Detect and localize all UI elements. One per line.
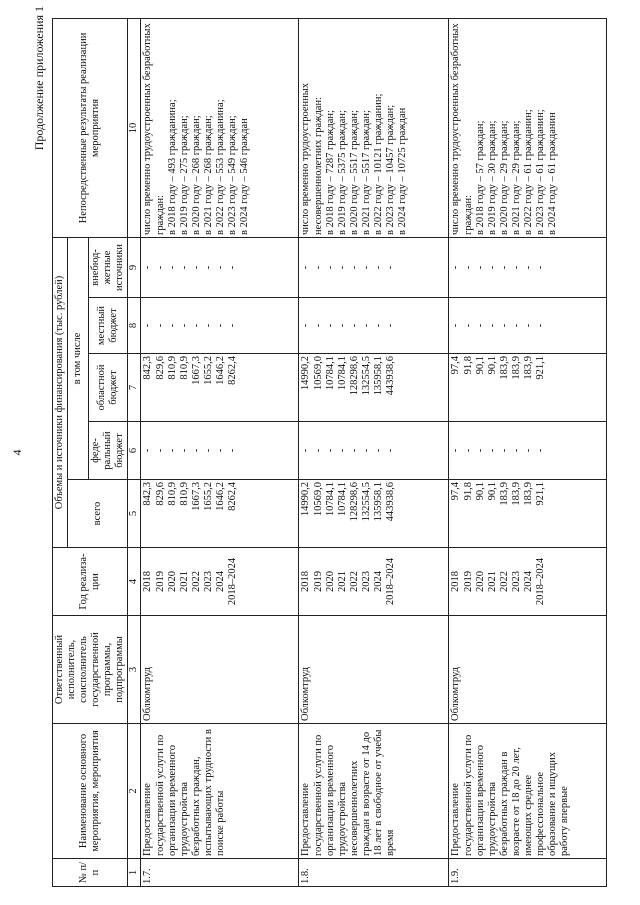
result-line: в 2024 году – 10725 граждан bbox=[396, 107, 408, 235]
result-line: число временно трудоустроенных несовершеннолетних граждан: bbox=[300, 82, 324, 235]
col-index: 10 bbox=[128, 18, 141, 237]
row-number: 1.8. bbox=[299, 859, 449, 887]
col-index: 7 bbox=[128, 354, 141, 422]
header-results: Непосредственные результаты реализации мероприятия bbox=[53, 18, 128, 237]
result-line: число временно трудоустроенных безработных граждан: bbox=[450, 23, 474, 235]
total-amount: 842,3 829,6 810,9 810,9 1667,3 1655,2 1646,2 8262,4 bbox=[141, 480, 299, 548]
result-line: в 2020 году – 268 граждан; bbox=[190, 115, 202, 235]
result-line: в 2024 году – 546 граждан bbox=[238, 118, 250, 235]
col-index: 4 bbox=[128, 548, 141, 616]
column-index-row bbox=[128, 18, 141, 886]
extrabudget-amount: - - - - - - - - bbox=[299, 237, 449, 297]
header-including: в том числе bbox=[68, 237, 89, 479]
table-row bbox=[141, 18, 299, 886]
result-line: в 2024 году – 61 гражданин bbox=[546, 112, 558, 235]
col-index: 6 bbox=[128, 422, 141, 480]
results bbox=[141, 18, 299, 237]
result-line: в 2019 году – 275 граждан; bbox=[178, 115, 190, 235]
header-regional: областной бюджет bbox=[89, 354, 128, 422]
regional-amount: 14990,2 10569,0 10784,1 10784,1 128298,6 132554,5 135958,1 443938,6 bbox=[299, 354, 449, 422]
measure-name: Предоставление государственной услуги по организации временного трудоустройства несовершеннолетних граждан в возрасте от 14 до 18 лет в свободное от учебы время bbox=[299, 724, 449, 859]
result-line: в 2019 году – 30 граждан; bbox=[486, 120, 498, 235]
header-total: всего bbox=[68, 480, 128, 548]
federal-amount: - - - - - - - - bbox=[299, 422, 449, 480]
executor: Облкомтруд bbox=[141, 616, 299, 724]
result-line: в 2022 году – 553 гражданина; bbox=[214, 99, 226, 235]
result-line: в 2020 году – 5517 граждан; bbox=[348, 110, 360, 235]
continuation-label: Продолжение приложения 1 bbox=[32, 6, 46, 151]
result-line: в 2021 году – 29 граждан; bbox=[510, 120, 522, 235]
extrabudget-amount: - - - - - - - - bbox=[449, 237, 607, 297]
col-index: 8 bbox=[128, 298, 141, 354]
total-amount: 14990,2 10569,0 10784,1 10784,1 128298,6 132554,5 135958,1 443938,6 bbox=[299, 480, 449, 548]
results bbox=[299, 18, 449, 237]
result-line: в 2018 году – 7287 граждан; bbox=[324, 110, 336, 235]
results bbox=[449, 18, 607, 237]
years: 2018 2019 2020 2021 2022 2023 2024 2018–2024 bbox=[299, 548, 449, 616]
page-number: 4 bbox=[10, 449, 24, 456]
financing-table bbox=[52, 18, 607, 887]
regional-amount: 97,4 91,8 90,1 90,1 183,9 183,9 183,9 921,1 bbox=[449, 354, 607, 422]
header-federal: феде-ральный бюджет bbox=[89, 422, 128, 480]
result-line: число временно трудоустроенных безработных граждан: bbox=[142, 23, 166, 235]
header-year: Год реализа-ции bbox=[53, 548, 128, 616]
regional-amount: 842,3 829,6 810,9 810,9 1667,3 1655,2 1646,2 8262,4 bbox=[141, 354, 299, 422]
executor: Облкомтруд bbox=[449, 616, 607, 724]
result-line: в 2018 году – 57 граждан; bbox=[474, 120, 486, 235]
header-executor: Ответственный исполнитель, соисполнитель государственной программы, подпрограммы bbox=[53, 616, 128, 724]
col-index: 9 bbox=[128, 237, 141, 297]
result-line: в 2020 году – 29 граждан; bbox=[498, 120, 510, 235]
header-num: № п/п bbox=[53, 859, 128, 887]
federal-amount: - - - - - - - - bbox=[449, 422, 607, 480]
header-extrabudget: внебюд-жетные источники bbox=[89, 237, 128, 297]
local-amount: - - - - - - - - bbox=[449, 298, 607, 354]
extrabudget-amount: - - - - - - - - bbox=[141, 237, 299, 297]
total-amount: 97,4 91,8 90,1 90,1 183,9 183,9 183,9 921,1 bbox=[449, 480, 607, 548]
result-line: в 2022 году – 61 гражданин; bbox=[522, 109, 534, 235]
header-financing: Объемы и источники финансирования (тыс. рублей) bbox=[53, 237, 68, 547]
local-amount: - - - - - - - - bbox=[299, 298, 449, 354]
years: 2018 2019 2020 2021 2022 2023 2024 2018–2024 bbox=[449, 548, 607, 616]
executor: Облкомтруд bbox=[299, 616, 449, 724]
federal-amount: - - - - - - - - bbox=[141, 422, 299, 480]
measure-name: Предоставление государственной услуги по организации временного трудоустройства безработных граждан, испытывающих трудности в поиске работы bbox=[141, 724, 299, 859]
result-line: в 2019 году – 5375 граждан; bbox=[336, 110, 348, 235]
result-line: в 2018 году – 493 гражданина; bbox=[166, 99, 178, 235]
result-line: в 2023 году – 549 граждан; bbox=[226, 115, 238, 235]
header-name: Наименование основного мероприятия, мероприятия bbox=[53, 724, 128, 859]
row-number: 1.9. bbox=[449, 859, 607, 887]
row-number: 1.7. bbox=[141, 859, 299, 887]
table-row bbox=[449, 18, 607, 886]
col-index: 1 bbox=[128, 859, 141, 887]
result-line: в 2021 году – 5517 граждан; bbox=[360, 110, 372, 235]
result-line: в 2021 году – 268 граждан; bbox=[202, 115, 214, 235]
measure-name: Предоставление государственной услуги по организации временного трудоустройства безработных граждан в возрасте от 18 до 20 лет, имеющих среднее профессиональное образование и ищущих работу впервые bbox=[449, 724, 607, 859]
col-index: 3 bbox=[128, 616, 141, 724]
header-local: местный бюджет bbox=[89, 298, 128, 354]
col-index: 2 bbox=[128, 724, 141, 859]
years: 2018 2019 2020 2021 2022 2023 2024 2018–2024 bbox=[141, 548, 299, 616]
result-line: в 2023 году – 61 гражданин; bbox=[534, 109, 546, 235]
col-index: 5 bbox=[128, 480, 141, 548]
result-line: в 2022 году – 10121 гражданин; bbox=[372, 93, 384, 235]
result-line: в 2023 году – 10457 граждан; bbox=[384, 104, 396, 235]
local-amount: - - - - - - - - bbox=[141, 298, 299, 354]
table-row bbox=[299, 18, 449, 886]
